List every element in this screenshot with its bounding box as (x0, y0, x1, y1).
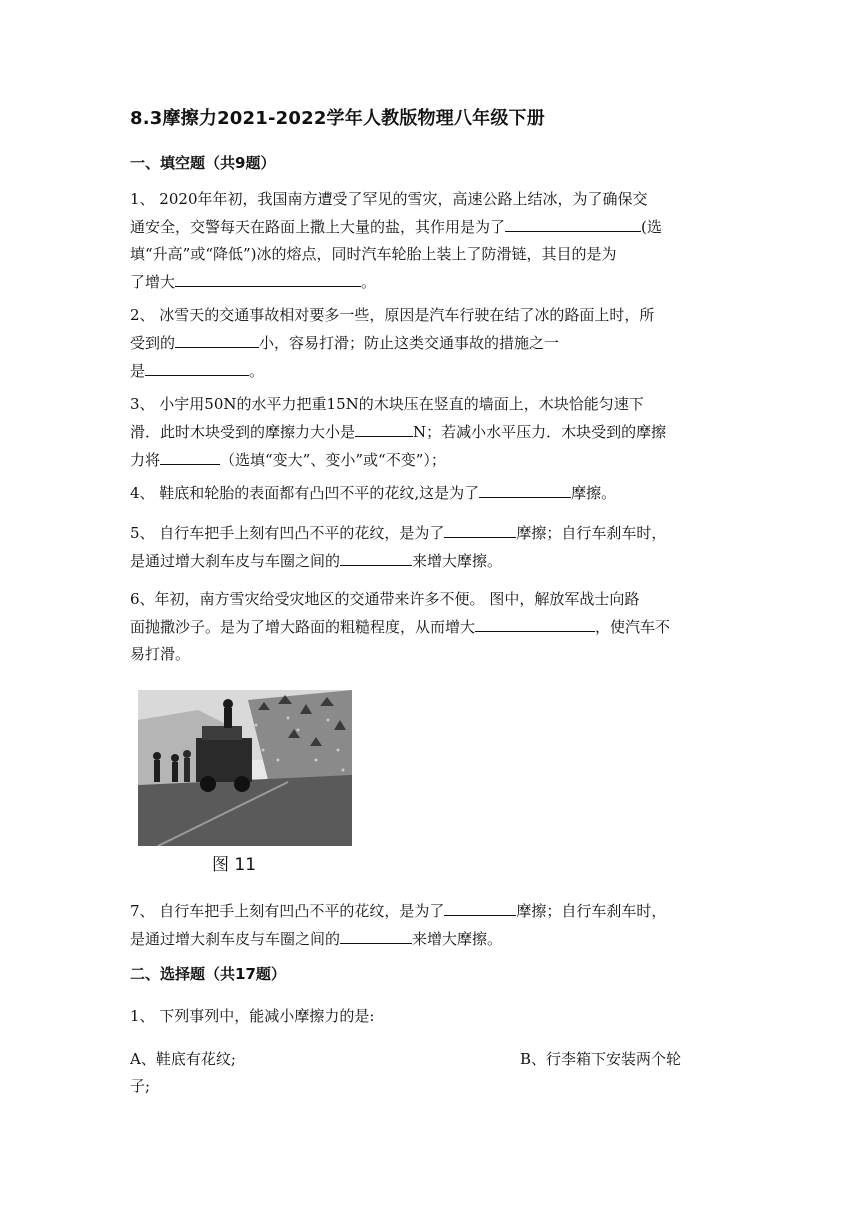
q6-line3: 易打滑。 (130, 645, 191, 663)
answer-blank[interactable] (355, 418, 413, 437)
answer-blank[interactable] (444, 897, 516, 916)
q1-line3: 填“升高”或“降低”)冰的熔点，同时汽车轮胎上装上了防滑链，其目的是为 (130, 245, 617, 263)
q3-line3-text: 力将 (130, 451, 161, 469)
q2-line1: 2、 冰雪天的交通事故相对要多一些，原因是汽车行驶在结了冰的路面上时，所 (130, 306, 655, 324)
mc1-option-b-continued: 子; (130, 1077, 151, 1095)
mc-question-1-stem: 1、 下列事列中，能减小摩擦力的是: (130, 1007, 375, 1025)
answer-blank[interactable] (340, 925, 412, 944)
q4-line1 (130, 479, 742, 507)
q2-line3-text: 是 (130, 362, 146, 380)
q2-line3 (130, 357, 742, 385)
q3-line3-tail: （选填“变大”、变小”或“不变”）； (220, 451, 446, 469)
figure-caption: 图 11 (212, 855, 257, 875)
figure-photo (138, 690, 352, 846)
answer-blank[interactable] (475, 613, 595, 632)
section-heading-fill-in: 一、填空题（共9题） (130, 154, 276, 172)
q7-line1-text: 7、 自行车把手上刻有凹凸不平的花纹，是为了 (130, 902, 445, 920)
question-7 (130, 897, 742, 953)
q7-line1-tail: 摩擦；自行车刹车时， (516, 902, 667, 920)
q7-line2 (130, 925, 742, 953)
answer-blank[interactable] (340, 547, 412, 566)
q1-line2 (130, 213, 742, 241)
q7-line1 (130, 897, 742, 925)
q1-line4 (130, 268, 742, 296)
question-6 (130, 586, 742, 668)
q6-line2 (130, 613, 742, 641)
q1-line2-tail: (选 (641, 218, 662, 236)
q7-line2-text: 是通过增大刹车皮与车圈之间的 (130, 930, 341, 948)
mc1-option-b[interactable]: B、行李箱下安装两个轮 (520, 1050, 682, 1068)
question-5 (130, 519, 742, 575)
answer-blank[interactable] (479, 479, 571, 498)
q3-line2-tail: N；若减小水平压力．木块受到的摩擦 (413, 423, 667, 441)
q3-line2-text: 滑．此时木块受到的摩擦力大小是 (130, 423, 356, 441)
q5-line2-tail: 来增大摩擦。 (412, 552, 503, 570)
q2-line2-tail: 小，容易打滑；防止这类交通事故的措施之一 (259, 334, 560, 352)
question-3 (130, 391, 742, 474)
question-1 (130, 186, 742, 296)
page-title: 8.3摩擦力2021-2022学年人教版物理八年级下册 (130, 108, 545, 129)
answer-blank[interactable] (175, 268, 361, 287)
q1-line1: 1、 2020年年初，我国南方遭受了罕见的雪灾，高速公路上结冰，为了确保交 (130, 190, 648, 208)
q5-line1-text: 5、 自行车把手上刻有凹凸不平的花纹，是为了 (130, 524, 445, 542)
q6-line2-text: 面抛撒沙子。是为了增大路面的粗糙程度，从而增大 (130, 618, 476, 636)
answer-blank[interactable] (145, 357, 249, 376)
q5-line2 (130, 547, 742, 575)
q2-line3-tail: 。 (249, 362, 265, 380)
q4-line1-tail: 摩擦。 (571, 484, 617, 502)
q2-line2 (130, 329, 742, 357)
q5-line1-tail: 摩擦；自行车刹车时， (516, 524, 667, 542)
q1-line4-tail: 。 (361, 273, 377, 291)
q6-line2-tail: ，使汽车不 (595, 618, 671, 636)
mc1-option-a[interactable]: A、鞋底有花纹; (130, 1050, 236, 1068)
answer-blank[interactable] (175, 329, 259, 348)
q3-line1: 3、 小宇用50N的水平力把重15N的木块压在竖直的墙面上，木块恰能匀速下 (130, 395, 644, 413)
q3-line3 (130, 446, 742, 474)
q7-line2-tail: 来增大摩擦。 (412, 930, 503, 948)
question-4 (130, 479, 742, 507)
q2-line2-text: 受到的 (130, 334, 176, 352)
q1-line2-text: 通安全，交警每天在路面上撒上大量的盐，其作用是为了 (130, 218, 506, 236)
answer-blank[interactable] (444, 519, 516, 538)
q4-line1-text: 4、 鞋底和轮胎的表面都有凸凹不平的花纹,这是为了 (130, 484, 480, 502)
q1-line4-text: 了增大 (130, 273, 176, 291)
q6-line1: 6、年初，南方雪灾给受灾地区的交通带来许多不便。 图中，解放军战士向路 (130, 590, 640, 608)
answer-blank[interactable] (160, 446, 220, 465)
q5-line2-text: 是通过增大刹车皮与车圈之间的 (130, 552, 341, 570)
section-heading-multiple-choice: 二、选择题（共17题） (130, 965, 286, 983)
question-2 (130, 302, 742, 385)
answer-blank[interactable] (505, 213, 641, 232)
q5-line1 (130, 519, 742, 547)
q3-line2 (130, 418, 742, 446)
